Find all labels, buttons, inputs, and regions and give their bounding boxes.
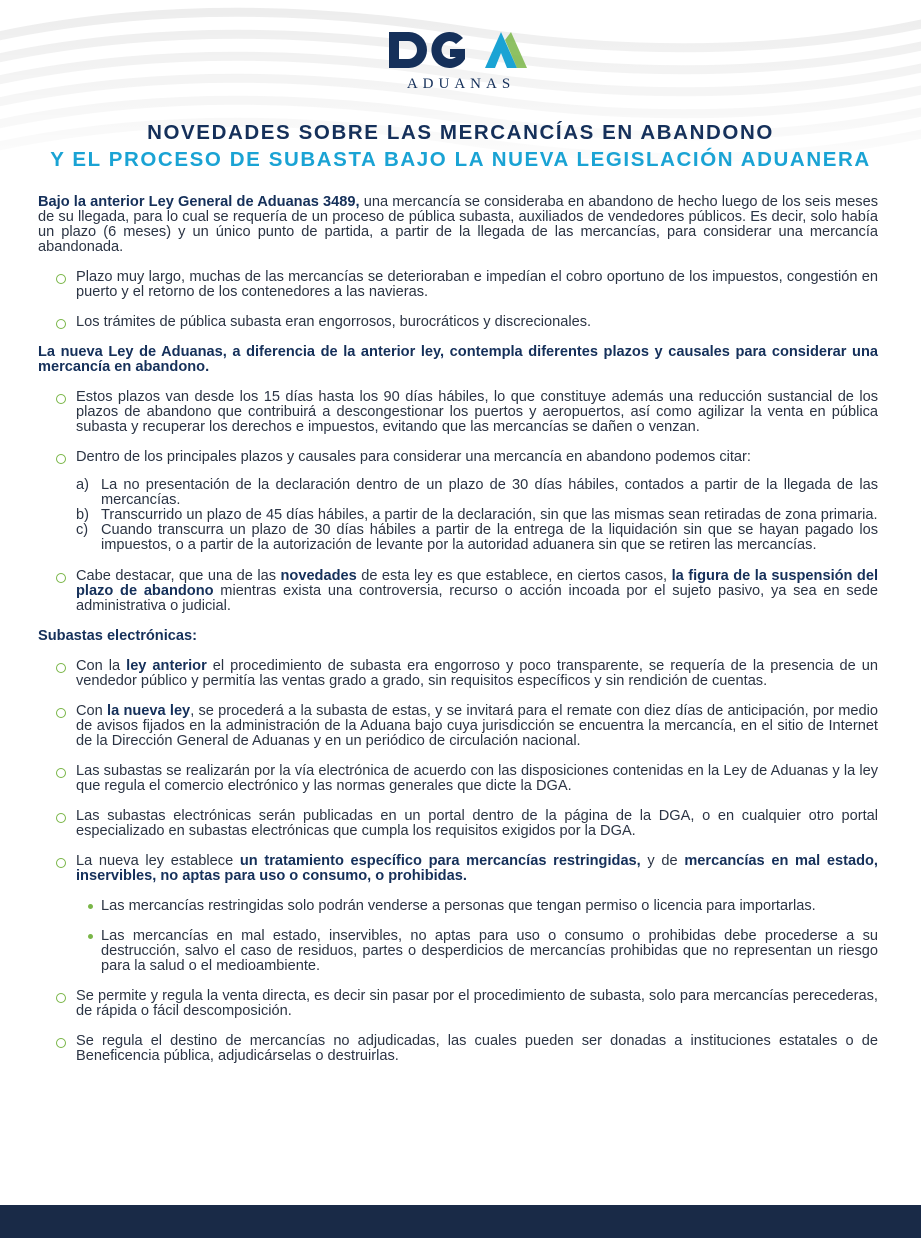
dot-bullet-icon	[88, 934, 93, 939]
circle-bullet-icon	[56, 708, 66, 718]
bold-run: la nueva ley	[107, 703, 191, 719]
auction-item	[38, 809, 878, 839]
logo-subtitle: ADUANAS	[406, 76, 515, 92]
auction-subitem-text: Las mercancías en mal estado, inservibles, no aptas para uso o consumo o prohibidas debe procederse a su destrucción, salvo el caso de residuos, partes o desperdicios de mercancías prohibidas que no representan un riesgo para la salud o el medioambiente.	[101, 928, 878, 974]
cause-item	[38, 523, 878, 553]
text-run: y de	[640, 853, 685, 869]
cause-text: Cuando transcurra un plazo de 30 días hábiles a partir de la entrega de la liquidación sin que se hayan pagado los impuestos, o a partir de la autorización de levante por la autoridad aduanera sin que se retiren las mercancías.	[101, 522, 878, 553]
intro-text: una mercancía se consideraba en abandono de hecho luego de los seis meses de su llegada, para lo cual se requería de un proceso de pública subasta, auxiliados de vendedores públicos. Es decir, solo había un plazo (6 meses) y un único punto de partida, a partir de la llegada de las mercancías, para considerar una mercancía abandonada.	[38, 194, 878, 255]
auction-item	[38, 764, 878, 794]
circle-bullet-icon	[56, 663, 66, 673]
new-law-heading: La nueva Ley de Aduanas, a diferencia de la anterior ley, contempla diferentes plazos y causales para considerar una mercancía en abandono.	[38, 344, 878, 375]
text-run: , se procederá a la subasta de estas, y se invitará para el remate con diez días de anticipación, por medio de avisos fijados en la administración de la Aduana bajo cuya jurisdicción se encuentra la mercancía, en el sitio de Internet de la Dirección General de Aduanas y en un periódico de circulación nacional.	[76, 703, 879, 749]
auction-item	[38, 659, 878, 689]
bold-run: novedades	[280, 568, 357, 584]
old-law-item	[38, 315, 878, 330]
auction-item-text: Se regula el destino de mercancías no adjudicadas, las cuales pueden ser donadas a instituciones estatales o de Beneficencia pública, adjudicárselas o destruirlas.	[76, 1033, 878, 1064]
dga-logo	[0, 26, 921, 96]
auction-item-text: Las subastas se realizarán por la vía electrónica de acuerdo con las disposiciones contenidas en la Ley de Aduanas y la ley que regula el comercio electrónico y las normas generales que dicte la DGA.	[76, 763, 878, 794]
dga-logo-mark	[381, 26, 541, 92]
circle-bullet-icon	[56, 573, 66, 583]
intro-paragraph	[38, 195, 878, 255]
text-run: Con la	[76, 658, 127, 674]
text-run: de esta ley es que establece, en ciertos casos,	[356, 568, 672, 584]
page-title-line-2: Y EL PROCESO DE SUBASTA BAJO LA NUEVA LEGISLACIÓN ADUANERA	[50, 148, 871, 171]
bold-run: un tratamiento específico para mercancías restringidas,	[239, 853, 641, 869]
text-run: La nueva ley establece	[76, 853, 240, 869]
circle-bullet-icon	[56, 813, 66, 823]
footer-bar	[0, 1205, 921, 1238]
circle-bullet-icon	[56, 454, 66, 464]
auction-subitem	[38, 899, 878, 914]
text-run: mientras exista una controversia, recurso o acción incoada por el sujeto pasivo, ya sea en sede administrativa o judicial.	[76, 583, 879, 614]
circle-bullet-icon	[56, 274, 66, 284]
cause-letter: a)	[76, 477, 89, 493]
text-run: Con	[76, 703, 108, 719]
circle-bullet-icon	[56, 394, 66, 404]
auction-item-text: Las subastas electrónicas serán publicadas en un portal dentro de la página de la DGA, o en cualquier otro portal especializado en subastas electrónicas que cumpla los requisitos exigidos por la DGA.	[76, 808, 878, 839]
cause-text: Transcurrido un plazo de 45 días hábiles, a partir de la declaración, sin que las mismas sean retiradas de zona primaria.	[101, 507, 878, 523]
cause-text: La no presentación de la declaración dentro de un plazo de 30 días hábiles, contados a partir de la llegada de las mercancías.	[101, 477, 878, 508]
dot-bullet-icon	[88, 904, 93, 909]
auction-subitem-text: Las mercancías restringidas solo podrán venderse a personas que tengan permiso o licencia para importarlas.	[101, 898, 816, 914]
auction-item	[38, 1034, 878, 1064]
new-law-item-text: Dentro de los principales plazos y causales para considerar una mercancía en abandono podemos citar:	[76, 449, 751, 465]
old-law-item-text: Los trámites de pública subasta eran engorrosos, burocráticos y discrecionales.	[76, 314, 592, 330]
cause-letter: c)	[76, 522, 89, 538]
text-run: el procedimiento de subasta era engorroso y poco transparente, se requería de la presencia de un vendedor público y permitía las ventas grado a grado, sin requisitos específicos y sin rendición de cuentas.	[76, 658, 878, 689]
page-title-line-1: NOVEDADES SOBRE LAS MERCANCÍAS EN ABANDONO	[147, 121, 774, 144]
auction-item	[38, 854, 878, 884]
circle-bullet-icon	[56, 768, 66, 778]
bold-run: ley anterior	[126, 658, 207, 674]
auction-subitem	[38, 929, 878, 974]
auctions-heading: Subastas electrónicas:	[38, 628, 197, 644]
cause-letter: b)	[76, 507, 89, 523]
document-body	[38, 195, 878, 1064]
circle-bullet-icon	[56, 1038, 66, 1048]
cause-item	[38, 478, 878, 508]
auction-item-text: Se permite y regula la venta directa, es decir sin pasar por el procedimiento de subasta, solo para mercancías perecederas, de rápida o fácil descomposición.	[76, 988, 878, 1019]
old-law-item	[38, 270, 878, 300]
circle-bullet-icon	[56, 319, 66, 329]
new-law-item-text: Estos plazos van desde los 15 días hasta los 90 días hábiles, lo que constituye además una reducción sustancial de los plazos de abandono que contribuirá a descongestionar los puertos y aeropuertos, así como agilizar la venta en pública subasta y recuperar los derechos e impuestos, evitando que las mercancías se dañen o venzan.	[76, 389, 878, 435]
new-law-item	[38, 450, 878, 465]
intro-bold: Bajo la anterior Ley General de Aduanas 3489,	[38, 194, 360, 210]
circle-bullet-icon	[56, 993, 66, 1003]
new-law-item	[38, 569, 878, 614]
auction-item	[38, 704, 878, 749]
new-law-item	[38, 390, 878, 435]
text-run: Cabe destacar, que una de las	[76, 568, 281, 584]
bold-run: mercancías en mal estado, inservibles, no aptas para uso o consumo, o prohibidas.	[76, 853, 878, 884]
old-law-item-text: Plazo muy largo, muchas de las mercancías se deterioraban e impedían el cobro oportuno de los impuestos, congestión en puerto y el retorno de los contenedores a las navieras.	[76, 269, 878, 300]
circle-bullet-icon	[56, 858, 66, 868]
auction-item	[38, 989, 878, 1019]
bold-run: la figura de la suspensión del plazo de abandono	[76, 568, 878, 599]
cause-item	[38, 508, 878, 523]
